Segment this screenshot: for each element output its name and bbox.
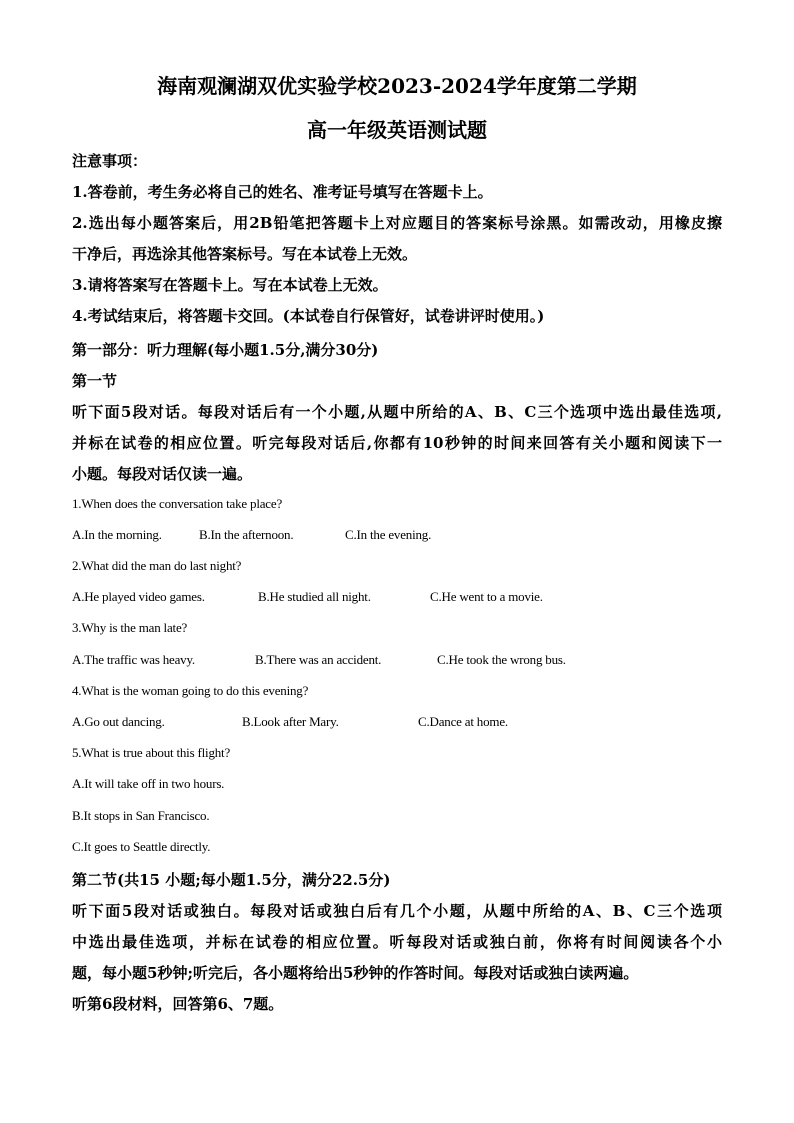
question-4-option-b: B.Look after Mary. bbox=[242, 714, 339, 729]
section1-instructions-3: 小题。每段对话仅读一遍。 bbox=[72, 465, 253, 483]
question-2-option-c: C.He went to a movie. bbox=[430, 589, 543, 604]
notice-item-2: 2.选出每小题答案后，用2B铅笔把答题卡上对应题目的答案标号涂黑。如需改动，用橡皮擦 bbox=[72, 214, 722, 232]
question-5-option-a: A.It will take off in two hours. bbox=[72, 776, 225, 791]
question-4-option-c: C.Dance at home. bbox=[418, 714, 508, 729]
question-4-option-a: A.Go out dancing. bbox=[72, 714, 165, 729]
section2-instructions-2: 中选出最佳选项，并标在试卷的相应位置。听每段对话或独白前，你将有时间阅读各个小 bbox=[72, 933, 722, 951]
exam-title: 海南观澜湖双优实验学校2023-2024学年度第二学期 bbox=[157, 74, 637, 98]
part1-heading: 第一部分：听力理解(每小题1.5分,满分30分) bbox=[72, 341, 379, 359]
section2-instructions-1: 听下面5段对话或独白。每段对话或独白后有几个小题，从题中所给的A、B、C三个选项 bbox=[72, 902, 722, 920]
question-2-option-b: B.He studied all night. bbox=[258, 589, 371, 604]
question-5-stem: 5.What is true about this flight? bbox=[72, 745, 231, 760]
question-2-stem: 2.What did the man do last night? bbox=[72, 558, 242, 573]
section2-instructions-3: 题，每小题5秒钟;听完后，各小题将给出5秒钟的作答时间。每段对话或独白读两遍。 bbox=[72, 964, 639, 982]
section1-heading: 第一节 bbox=[72, 372, 118, 390]
question-3-option-c: C.He took the wrong bus. bbox=[437, 652, 566, 667]
listen-6-instruction: 听第6段材料，回答第6、7题。 bbox=[72, 995, 284, 1013]
question-4-stem: 4.What is the woman going to do this evening? bbox=[72, 683, 309, 698]
section1-instructions-1: 听下面5段对话。每段对话后有一个小题,从题中所给的A、B、C三个选项中选出最佳选项, bbox=[72, 403, 722, 421]
question-5-option-c: C.It goes to Seattle directly. bbox=[72, 839, 211, 854]
section2-heading: 第二节(共15 小题;每小题1.5分，满分22.5分) bbox=[72, 871, 391, 889]
question-2-option-a: A.He played video games. bbox=[72, 589, 205, 604]
question-3-option-a: A.The traffic was heavy. bbox=[72, 652, 195, 667]
exam-subtitle: 高一年级英语测试题 bbox=[307, 118, 487, 142]
section1-instructions-2: 并标在试卷的相应位置。听完每段对话后,你都有10秒钟的时间来回答有关小题和阅读下一 bbox=[72, 434, 722, 452]
question-3-option-b: B.There was an accident. bbox=[255, 652, 382, 667]
notice-item-1: 1.答卷前，考生务必将自己的姓名、准考证号填写在答题卡上。 bbox=[72, 183, 493, 201]
question-1-option-a: A.In the morning. bbox=[72, 527, 162, 542]
question-5-option-b: B.It stops in San Francisco. bbox=[72, 808, 210, 823]
question-1-option-b: B.In the afternoon. bbox=[199, 527, 294, 542]
question-1-stem: 1.When does the conversation take place? bbox=[72, 496, 283, 511]
notice-item-4: 4.考试结束后，将答题卡交回。(本试卷自行保管好，试卷讲评时使用。) bbox=[72, 307, 545, 325]
question-3-stem: 3.Why is the man late? bbox=[72, 620, 188, 635]
notice-item-3: 3.请将答案写在答题卡上。写在本试卷上无效。 bbox=[72, 276, 388, 294]
question-1-option-c: C.In the evening. bbox=[345, 527, 432, 542]
notice-heading: 注意事项： bbox=[72, 152, 148, 170]
notice-item-2-cont: 干净后，再选涂其他答案标号。写在本试卷上无效。 bbox=[72, 245, 418, 263]
